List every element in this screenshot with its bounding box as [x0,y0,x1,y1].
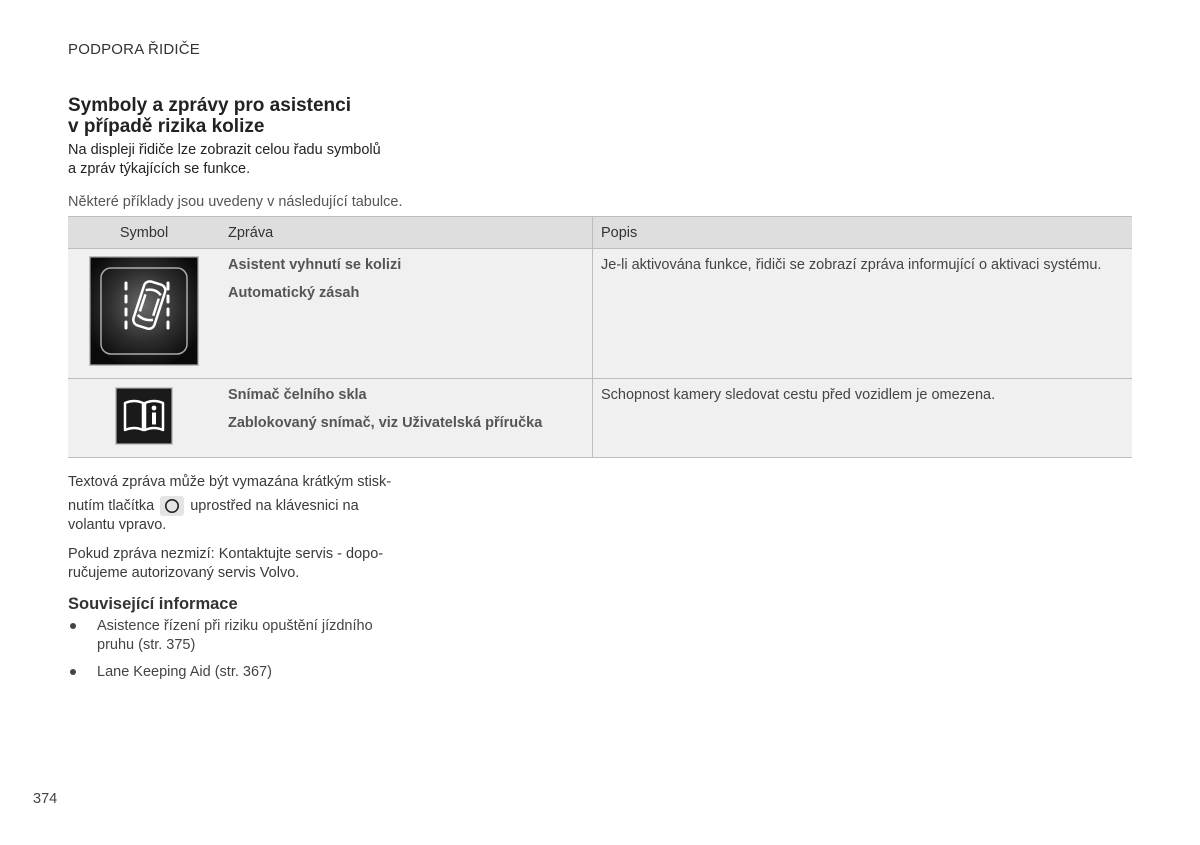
description-text: Schopnost kamery sledovat cestu před vozidlem je omezena. [601,387,996,403]
message-cell [220,379,593,458]
related-info-title: Související informace [68,595,238,613]
table-row [68,379,1132,458]
header-symbol: Symbol [68,217,220,249]
message-cell [220,249,593,379]
message-text: Zablokovaný snímač, viz Uživatelská příručka [228,415,543,431]
symbol-cell [68,379,220,458]
intro-paragraph [68,141,428,179]
description-cell [593,379,1133,458]
message-text: Automatický zásah [228,285,360,301]
note1-line2b: uprostřed na klávesnici na [190,497,359,514]
page-title [68,95,428,137]
section-header: PODPORA ŘIDIČE [68,41,200,58]
note2-line2: ručujeme autorizovaný servis Volvo. [68,565,300,581]
note1-line2 [68,496,408,516]
collision-avoidance-steering-icon [89,256,199,366]
message-text: Snímač čelního skla [228,387,367,403]
bullet-icon [70,623,76,629]
list-item[interactable] [68,617,408,655]
header-message: Zpráva [220,217,593,249]
bullet-icon [70,669,76,675]
intro-line1: Na displeji řidiče lze zobrazit celou řadu symbolů [68,142,381,158]
table-row [68,249,1132,379]
note2-line1: Pokud zpráva nezmizí: Kontaktujte servis - dopo- [68,546,384,562]
intro-line2: a zpráv týkajících se funkce. [68,161,251,177]
owners-manual-info-icon [115,387,173,445]
circle-button-icon [160,496,184,516]
symbol-cell [68,249,220,379]
note-contact-service [68,545,408,583]
note1-line3: volantu vpravo. [68,517,167,533]
message-text: Asistent vyhnutí se kolizi [228,257,402,273]
page-title-line1: Symboly a zprávy pro asistenci [68,95,352,116]
related-link-line2[interactable]: pruhu (str. 375) [97,637,196,653]
related-link-line1[interactable]: Asistence řízení při riziku opuštění jízdního [97,618,373,634]
description-cell [593,249,1133,379]
page-title-line2: v případě rizika kolize [68,116,265,137]
note-clear-message [68,473,408,535]
description-text: Je-li aktivována funkce, řidiči se zobrazí zpráva informující o aktivaci systému. [601,257,1102,273]
related-link-line1[interactable]: Lane Keeping Aid (str. 367) [97,664,272,680]
note1-line2a: nutím tlačítka [68,497,155,514]
header-description: Popis [593,217,1133,249]
table-header-row [68,217,1132,249]
page-number: 374 [33,791,58,807]
related-info-list [68,617,408,690]
table-intro: Některé příklady jsou uvedeny v následující tabulce. [68,194,403,210]
list-item[interactable] [68,663,408,682]
note1-line1: Textová zpráva může být vymazána krátkým stisk- [68,474,392,490]
symbols-table [68,216,1132,458]
